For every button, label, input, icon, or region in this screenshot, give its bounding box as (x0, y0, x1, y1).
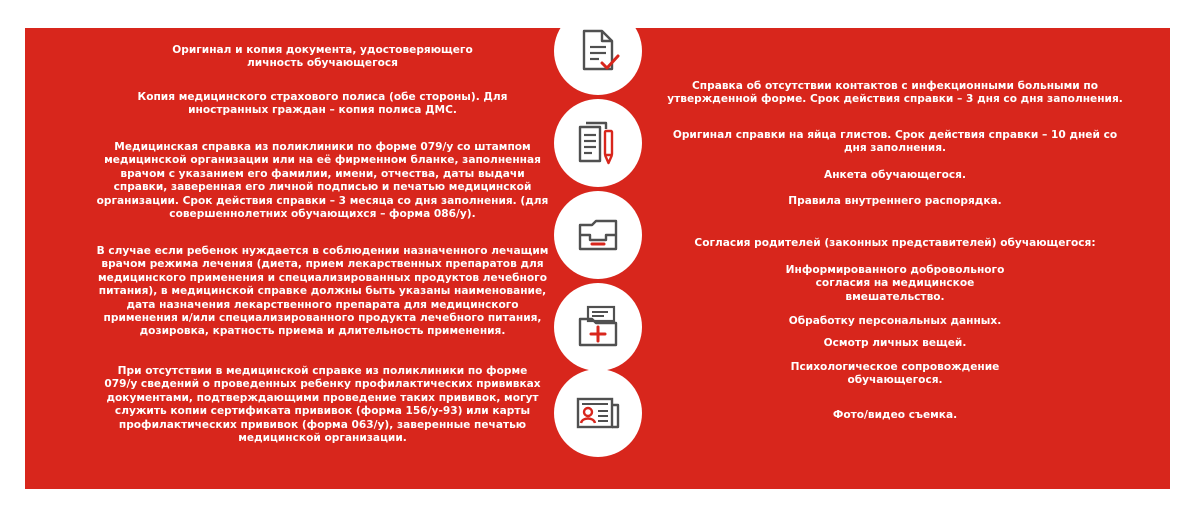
right-item-no-contacts-certificate: Справка об отсутствии контактов с инфекционными больными по утвержденной форме. Срок действия справки – 3 дня со дня заполнения. (667, 80, 1123, 106)
document-checkmark-icon (572, 25, 624, 77)
medical-folder-icon (572, 301, 624, 353)
icon-circle-1 (554, 7, 642, 95)
left-item-vaccination-records: При отсутствии в медицинской справке из поликлиники по форме 079/у сведений о проведенных ребенку профилактических прививках документами, подтверждающими проведение таких прививок, могут служить копии сертификата прививок (форма 156/у-93) или карты профилактических прививок (форма 063/у), заверенные печатью медицинской организации. (104, 365, 541, 445)
right-item-parental-consents-heading: Согласия родителей (законных представителей) обучающегося: (694, 237, 1096, 249)
icon-circle-3 (554, 191, 642, 279)
id-card-newspaper-icon (572, 387, 624, 439)
right-item-helminth-test: Оригинал справки на яйца глистов. Срок действия справки – 10 дней со дня заполнения. (672, 129, 1118, 155)
documents-pen-icon (572, 117, 624, 169)
icon-circle-2 (554, 99, 642, 187)
icon-circle-5 (554, 369, 642, 457)
right-item-personal-data: Обработку персональных данных. (788, 315, 1002, 327)
folder-tray-icon (572, 209, 624, 261)
right-item-photo-video: Фото/видео съемка. (832, 409, 958, 421)
left-item-insurance-policy: Копия медицинского страхового полиса (обе стороны). Для иностранных граждан – копия полиса ДМС. (137, 91, 508, 117)
left-item-treatment-regime: В случае если ребенок нуждается в соблюдении назначенного лечащим врачом режима лечения (диета, прием лекарственных препаратов для медицинского применения и специализированных продуктов лечебного питания), в медицинской справке должны быть указаны наименование, дата назначения лекарственного препарата для медицинского применения и/или специализированного продукта лечебного питания, дозировка, кратность приема и длительность применения. (96, 245, 549, 338)
right-item-medical-intervention-consent: Информированного добровольного согласия на медицинское вмешательство. (785, 264, 1005, 303)
left-item-medical-certificate: Медицинская справка из поликлиники по форме 079/у со штампом медицинской организации или на её фирменном бланке, заполненная врачом с указанием его фамилии, имени, отчества, даты выдачи справки, заверенная его личной подписью и печатью медицинской организации. Срок действия справки – 3 месяца со дня заполнения. (для совершеннолетних обучающихся – форма 086/у). (96, 141, 549, 221)
left-item-identity-document: Оригинал и копия документа, удостоверяющего личность обучающегося (172, 44, 473, 70)
right-item-belongings-inspection: Осмотр личных вещей. (823, 337, 967, 349)
right-item-internal-rules: Правила внутреннего распорядка. (788, 195, 1002, 207)
icon-circle-4 (554, 283, 642, 371)
right-item-questionnaire: Анкета обучающегося. (824, 169, 966, 181)
right-item-psychological-support: Психологическое сопровождение обучающегося. (790, 361, 1000, 387)
